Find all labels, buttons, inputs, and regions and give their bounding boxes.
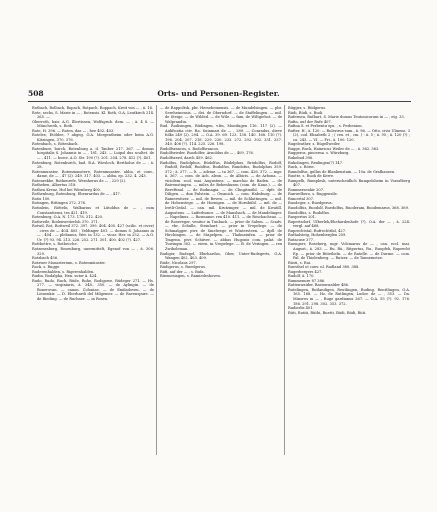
register-entry: Rufin, auf der Rufe 407. (288, 119, 332, 124)
register-entry: Ruch, s. Rörie. (288, 165, 315, 170)
register-entry: Rudolf, ä. 170. (288, 274, 315, 279)
register-entry: Rothen Kreuz, Hof bei Wörnberg 400. (32, 187, 101, 192)
register-entry: Rudierlis 401. (288, 306, 314, 311)
register-entry: Rotinlein, Rötteln, Walbarius et Lütoldus de — , cum Constantiensi, tes 421. 419. (32, 206, 154, 215)
register-entry: Ruprechtstal, Rufrechttfal, 427. (288, 228, 347, 233)
register-entry: Ruferneu, Rufbart, S. Marie domus Teutonicorum in — , eig. 33. (288, 115, 405, 120)
register-entry: Rüti, Rutiti, Rüthi, Ruetti, Rüdi, Rüdi, Rüti. (288, 310, 367, 315)
column-divider (284, 105, 285, 455)
register-entry: Rothenburg, Rotenburg, Ebenrardus de — , 417. (32, 192, 121, 197)
register-entry: Rudin, Rodalpha, Hen. sutor ä. 424. (32, 274, 98, 279)
register-entry: Ruodolfus, Ruodolf, Ruedolfus, Ruoderam, Ruodemarus, 368. 369. (288, 206, 410, 211)
register-entry: Rotis 100. (32, 196, 51, 201)
register-entry: Rüdigerus, s. Ruedgerus. (160, 265, 207, 270)
register-entry: Rufina S. et Perbentu eps. , s. Perbenion. (288, 124, 363, 129)
register-entry: Rüdi, Rüdi, s. Rudi. (288, 110, 324, 115)
register-entry: Rottweile, Rodenweiterloh 370. 371. (32, 219, 99, 224)
register-entry: Ruodolfus, s. Rudolfus. (288, 210, 330, 215)
register-entry: Ruesthel ot conv. nl. Radland 380. 388. (288, 265, 360, 270)
register-entry: Rudolfus, Rudolphus, Rüdolfus, Rüdelphus, Rrüdolfus, Rodolf, Rudolf, Rrdolf, Ruödfus, Rudolfus, Rundofus, Rudolphus 359. 372 ; ä. 377. — lt. — adviae. — ta 367. — com. 426. 372. — mgr. ä. 367. — com. de Ach. aleon. — de Albicis. — de Arbona. — viciolem. scol. mai. Augustens. — marchio de Baden. — de Baivenstingen. — miles de Bebenhusen (com. de Kanz.). — de Bereftinal. — de Bodmagia. — de Clingitmühl. — dpfr. de Diligen. — dux Pulstein. — Gwanich. — com. Habsburg. — de Ramerwitzer. — mil. de Reven. — mil. de Schlattingen. — mil. de Hohenstege. — de Hornigen. — de Hornbühl. — mil. de — Iretli-Gedal. — can. mil. Krutzinger. — mil. de Kwatill. Augustens. — Laiferhunce. — de Mansbach. — de Mandelinger. — Napelinus. — Rosmanor. rex 410. 411. — de Roschachsuo. — de Roseveger, venitor in Tunbach. — prior de Salem. — Scadv. — vbr. Schulle, Steinhurt. — prior in Vrepelege. — de Schmalgger. pivr. de Smelwege et Wintersteen. — dpfl. de Hirchingen. — de Stapelpen. — Thalmeiufen. — prior de Tmgenn. pivr. Schiiver. — abbas Hugonis com. palat. de Tuwingin 302. — eiern. in Vrepelege. — B. de Veringen. — rex Zwiboleman. (160, 160, 282, 251)
register-entry: Rüsti, s. Rui. (288, 260, 312, 265)
register-column-3 (288, 106, 410, 315)
register-entry: Rukolingen, Rexlingen(?) 147. (288, 160, 344, 165)
register-entry: Rüde, Nicolaus 297. (160, 260, 197, 265)
register-entry: Rummenure 87 386. (288, 278, 326, 283)
register-entry: Rote, H. 396. — Roten, das — , hee 402. 403. (32, 128, 115, 133)
register-entry: Rotenmunster, Rotenmunstere, Rotenmunster, abba, et conv., dame, de — , 47 (2). 249. 317. 403. — abba, ep. 232. 4. 243. (32, 169, 154, 179)
register-entry: Rotingen, Rittingen 372. 376. (32, 201, 87, 206)
register-entry: Ruthalsteig, Hohenberglen 259. (288, 233, 347, 238)
register-entry: Rommersenhir 207. (288, 187, 325, 192)
register-entry: Rudo, Rudo, Ruch, Rüde, Ruhe, Rodigowe, Rüdeger 271. — Hs. 277. — virginiaris, ä. 348., 350. — de Aylingin. — de Bonerovan. — canon. Coloniae. — de Emiladoven. — de Lienenkir. — D. Eberhardi del Milgemer. — de Ravenspure. — de Rieding. — de Ruchner. — in Rosen. (32, 278, 154, 301)
register-entry: Rudolfsrieder, Ruodolfer, Arnoldus de — , 409. 176. (160, 151, 254, 156)
register-entry: Ruengerr, Roseberg, mgr. Volcmarus de — , can. eccl. mai. August., ä. 283. — Ru. Rü., Ritpertus, Ru., Ruopfeh, Ruprecht Ep. — prior de Rüteiheln. — de Ratelle. — de Durme. — com. Pal. de Thielenberg. — Rutzer. — de Tannemotze. (288, 242, 410, 261)
register-entry: Ruderenhalden, s. Rigerenhalden. (32, 269, 95, 274)
register-entry: Rotzwer Monasterium, s. Rotenmünster. (32, 260, 106, 265)
register-column-2 (160, 106, 282, 279)
register-entry: Runcirtal 307. (288, 196, 315, 201)
register-entry: Rotzenesberg, Rosenburg, unermittelt, Egenof von — , ä. 306. 329. (32, 246, 154, 256)
register-entry: Ruttenwaider, Rastenwalder 486. (288, 283, 350, 288)
register-column-1 (32, 106, 154, 302)
register-entry: Rotwil, Rot, Rottweil 372. 397. 399. 404. 405. 427 (scilic. et civez) . cives de — 404. 405 ; Veldinger 401. — domus S. Johannis in — , 404 . — plebanus, Wer. in 132. — vicar. Her. in 252. — A.O. Ur. (?) 93. 94. 213. 226. 252. 271. 301. 400. 402 (?). 427. (32, 224, 154, 242)
register-entry: Rufter. H., ä. 120. — Rulerirus sum., ä. 96. — Otto, civis Ulmens. 3 (2), cod. Elisabeth 2 ; ( cex. et , cm. ) : ä. 5 ; ä. 95 ; ä. 120 (?) ; ca. 243. — VI. — Fri., ä. 100. 120. (288, 128, 410, 142)
register-entry: Rüfi, auf der — , s. Rufa. (160, 269, 205, 274)
register-entry: Rote, sechs, S. Marie in — , Rotensis. Kl. Roth, O.A. Leutkirch 214. 265. — (32, 110, 154, 120)
register-entry: Rotenbach, s. Rötenbach. (32, 142, 79, 147)
register-entry: Rugeleuther, s. Rügellweiler. (288, 142, 341, 147)
register-entry: Rutacuse 377. (288, 237, 315, 242)
register-entry: Rotenrekhe, Rothenrefe, Wernherus de — , 229 (2). (32, 178, 127, 183)
register-entry: Rotenbure, burch, Rotenburg a. d. Tauber 217. 367. — domus hospitalis S. Johannis in — , 181. 243. — Luipol dus scultet. de — , 411. — burcr. A.O. Str. 190 (?). 201. 254. 278. 412 (?). 401. (32, 146, 154, 161)
register-entry: Ruggeros, pincerna. s. Würzburg. (288, 151, 350, 156)
header-rule (28, 101, 411, 102)
register-entry: Rottbottre, s. Rotbecche. (32, 242, 78, 247)
register-entry: Rügger, s. Rüdgerus. (288, 106, 327, 110)
register-entry: Rotheben, Albertus 318. (32, 183, 77, 188)
register-entry: Ruotte, s. Ruoh de Kerre. (288, 174, 335, 179)
register-entry: Rotenburg, Rotenburch, bad. B.A. Wiesloch, Bertholus de — , ä. 28. (32, 160, 154, 170)
register-entry: Rotenburg, O.A. N. 173. 178. 312. 420. (32, 215, 104, 220)
register-entry: Rock, s. Rugge. (32, 265, 61, 270)
register-entry: Rukebud 396. (288, 156, 314, 161)
register-entry: Rugge, Ruck, Hainricus Weiler de — , ä. 362. 363. (288, 146, 380, 151)
register-entry: Rugerbergers 427. (288, 269, 323, 274)
register-entry: Rotelee, Etöldee, ? abgeg. O.A. Mergentheim oder beim A.G. Kitzingen, 370. 376. (32, 133, 154, 142)
register-entry: Rumpelh, Rumplesh, unterscheidlich Rumpelsheim in Vorarlberg 407. (288, 178, 410, 188)
register-entry: Rud. Rodisingen, Rüdingen, v.fm, Montfagen 116. 117 (2). — Aidificatia ctiv. Ra. Suinmari de — , 289. — Conradus, dieve folks 249 (2). 294. — O.A. 39. 69. 123. 138. 140. 168. 110 (?). 196. 204. 207. 218. 229. 230. 233. 272. 292. 302. 331. 337. 340. 406 (?). 114. 225. 226. 198. (160, 124, 282, 147)
register-entry: Rudolfszerd, darch 459. 462. (160, 156, 213, 161)
register-entry: Oberroth, bair. A.G. Illertissen, Wolfsgrub. dem. — , ä. 4 8. — Münchroth, s. Roth. (32, 119, 154, 129)
register-entry: Rumdolfus, gullus de Blankenstain. — 10a. de Grafhausen. (288, 169, 396, 174)
register-entry: Rotzbach 456. (32, 256, 59, 261)
register-entry: Rudiger, Rudegel, Ebirhardus, Ober, Unter-Rudegerts, O.A. Wangen 402. 403. 409. (160, 251, 282, 261)
page-number: 508 (28, 89, 44, 98)
register-entry: Runwelbero, s. Ruggensile. (288, 192, 338, 197)
register-entry: Rüemesiagen, s. Ramiedeshoven. (160, 274, 221, 279)
register-entry: Rotbach, Rolbach, Ropach, Rotpach, Roppach, Kreit von — , ä. 16. (32, 106, 154, 110)
register-entry: Ruodeger, s. Ruodgerus. (288, 201, 333, 206)
column-divider (156, 105, 157, 455)
register-entry: Rudolfsrancos, s. Rodolfsrancos. (160, 146, 220, 151)
register-entry: Rupertsdorf, Ufberleh/Ehehardenhofe (?), O.A. der — , ä. 224. vergl. auf 468. (288, 219, 410, 229)
register-entry: Rutelingen, Rutlandigen, Reutlingen, Ruding. Renttlingen, O.A. 165. 168. — Hz. de Rutlingen, Ludov. de — , 353. — Da. Minores in — , Ruge gardianus 267. — O.A. 55 (?). 92. 176. 186. 291. 298. 302. 353. 372. (288, 287, 410, 306)
register-entry: — de Rappoltsk. pbr. Hersebeinensis. — de Mundelsingen. — pbr. Sereheinensis. — dei. de Oberndorf. — de Staffelingen. — mil. de Steige. — de Wilded. — de Wile. — fam. de Wiltgiehot. — de Walprandin. (160, 106, 282, 124)
register-entry: Ruopertus 201. (288, 215, 317, 220)
running-title: Orts- und Personen-Register. (157, 89, 280, 98)
